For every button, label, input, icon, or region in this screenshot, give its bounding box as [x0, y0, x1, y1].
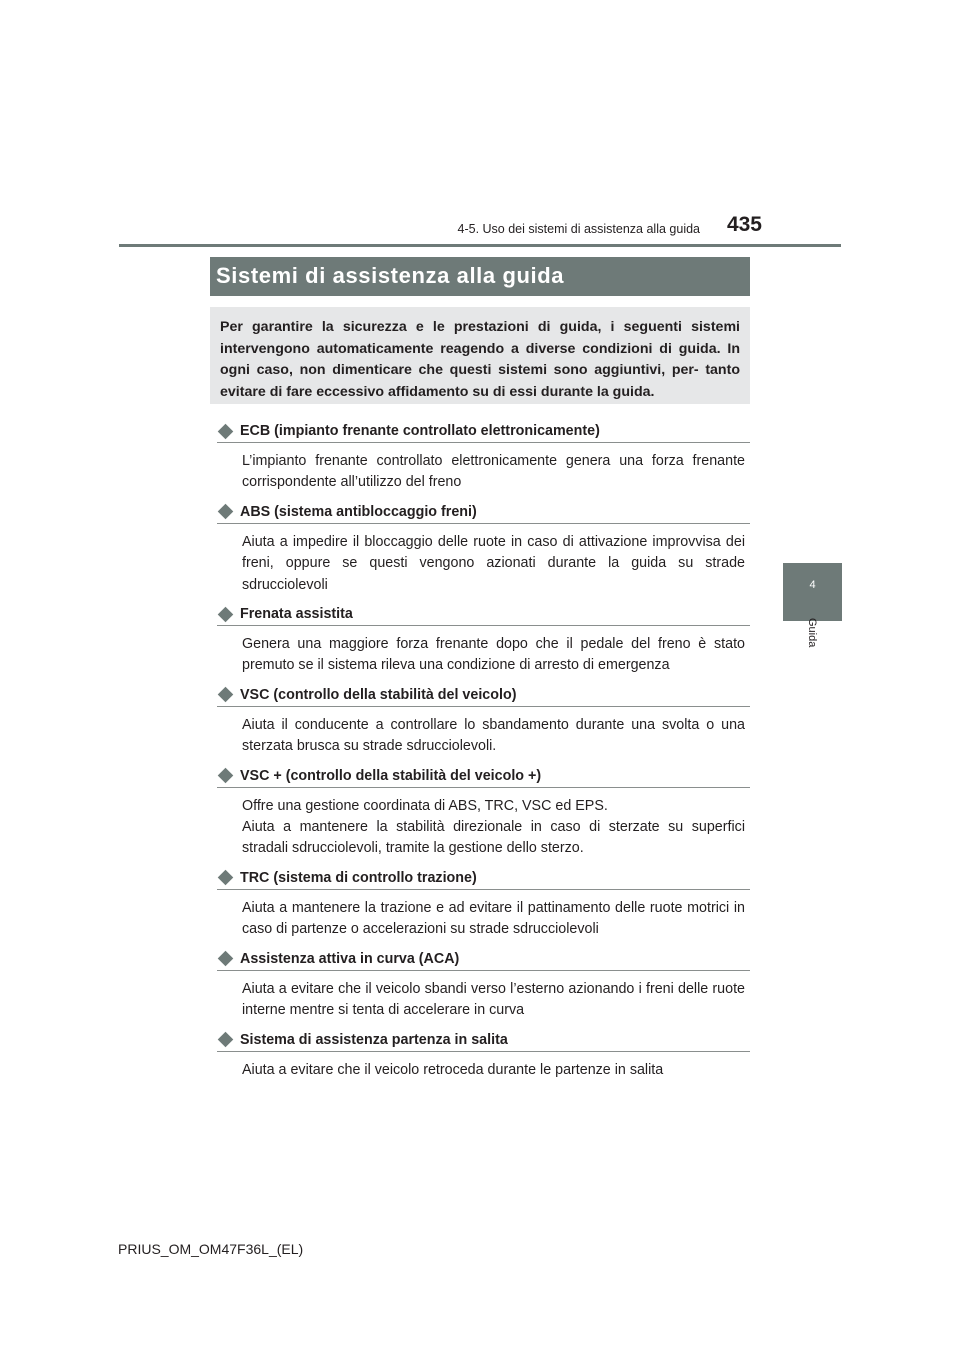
section-heading — [217, 768, 750, 788]
section — [217, 504, 750, 596]
section-body — [242, 451, 745, 494]
section-body — [242, 979, 745, 1022]
section-paragraph: Aiuta a evitare che il veicolo sbandi verso l’esterno azionando i freni delle ruote interne mentre si tenta di accelerare in curva — [242, 980, 745, 1019]
section-paragraph: Genera una maggiore forza frenante dopo che il pedale del freno è stato premuto se il sistema rileva una condizione di arresto di emergenza — [242, 636, 745, 674]
section-body — [242, 634, 745, 677]
section — [217, 687, 750, 758]
section-heading — [217, 606, 750, 626]
footer-code: PRIUS_OM_OM47F36L_(EL) — [118, 1241, 304, 1257]
section-heading-text: Frenata assistita — [240, 606, 353, 623]
section-paragraph: L’impianto frenante controllato elettronicamente genera una forza frenante corrispondente all’utilizzo del freno — [242, 453, 745, 491]
chapter-number: 4 — [809, 579, 816, 591]
diamond-bullet-icon — [218, 870, 234, 886]
sections-list — [217, 423, 750, 1091]
diamond-bullet-icon — [218, 768, 234, 784]
intro-box — [210, 307, 750, 404]
section-paragraph: Aiuta a mantenere la trazione e ad evitare il pattinamento delle ruote motrici in caso di partenze o accelerazioni su strade sdrucciolevoli — [242, 899, 745, 938]
section — [217, 870, 750, 941]
running-header: 4-5. Uso dei sistemi di assistenza alla guida — [457, 222, 700, 236]
section-body — [242, 532, 745, 596]
section-paragraph: Offre una gestione coordinata di ABS, TRC, VSC ed EPS. — [242, 797, 608, 814]
page-number: 435 — [726, 213, 762, 236]
diamond-bullet-icon — [218, 606, 234, 622]
diamond-bullet-icon — [218, 423, 234, 439]
section-paragraph: Aiuta a mantenere la stabilità direzionale in caso di sterzate su superfici stradali sdrucciolevoli, tramite la gestione dello sterzo. — [242, 819, 745, 857]
section — [217, 606, 750, 677]
section-body — [242, 796, 745, 860]
chapter-label: Guida — [806, 618, 818, 648]
section-body — [242, 715, 745, 758]
section-heading-text: TRC (sistema di controllo trazione) — [240, 869, 477, 886]
section-paragraph: Aiuta a evitare che il veicolo retroceda durante le partenze in salita — [242, 1061, 664, 1078]
diamond-bullet-icon — [218, 687, 234, 703]
section-heading-text: ECB (impianto frenante controllato elettronicamente) — [240, 423, 600, 439]
section-heading-text: VSC (controllo della stabilità del veicolo) — [240, 686, 517, 703]
diamond-bullet-icon — [218, 1032, 234, 1048]
section-heading-text: Sistema di assistenza partenza in salita — [240, 1031, 508, 1048]
chapter-tab — [783, 563, 842, 621]
section-heading — [217, 1032, 750, 1052]
section-heading-text: ABS (sistema antibloccaggio freni) — [240, 503, 477, 520]
section-heading — [217, 687, 750, 707]
section-paragraph: Aiuta a impedire il bloccaggio delle ruote in caso di attivazione improvvisa dei freni, oppure se questi vengono azionati durante la guida su strade sdrucciolevoli — [242, 533, 745, 593]
intro-text: Per garantire la sicurezza e le prestazioni di guida, i seguenti sistemi intervengono automaticamente reagendo a diverse condizioni di guida. In ogni caso, non dimenticare che questi sistemi sono aggiuntivi, per- tanto evitare di fare eccessivo affidamento su di essi durante la guida. — [220, 319, 740, 400]
section-heading — [217, 504, 750, 524]
section — [217, 768, 750, 860]
section — [217, 1032, 750, 1081]
section-heading-text: VSC + (controllo della stabilità del veicolo +) — [240, 767, 542, 784]
header-rule — [119, 244, 841, 247]
section-paragraph: Aiuta il conducente a controllare lo sbandamento durante una svolta o una sterzata brusca su strade sdrucciolevoli. — [242, 716, 745, 755]
diamond-bullet-icon — [218, 951, 234, 967]
page-title: Sistemi di assistenza alla guida — [216, 263, 565, 288]
section — [217, 423, 750, 494]
section — [217, 951, 750, 1022]
section-heading — [217, 870, 750, 890]
section-heading-text: Assistenza attiva in curva (ACA) — [240, 950, 460, 967]
section-body — [242, 1060, 745, 1081]
section-heading — [217, 951, 750, 971]
section-heading — [217, 423, 750, 443]
diamond-bullet-icon — [218, 504, 234, 520]
section-body — [242, 898, 745, 941]
page-title-bar — [210, 257, 750, 296]
